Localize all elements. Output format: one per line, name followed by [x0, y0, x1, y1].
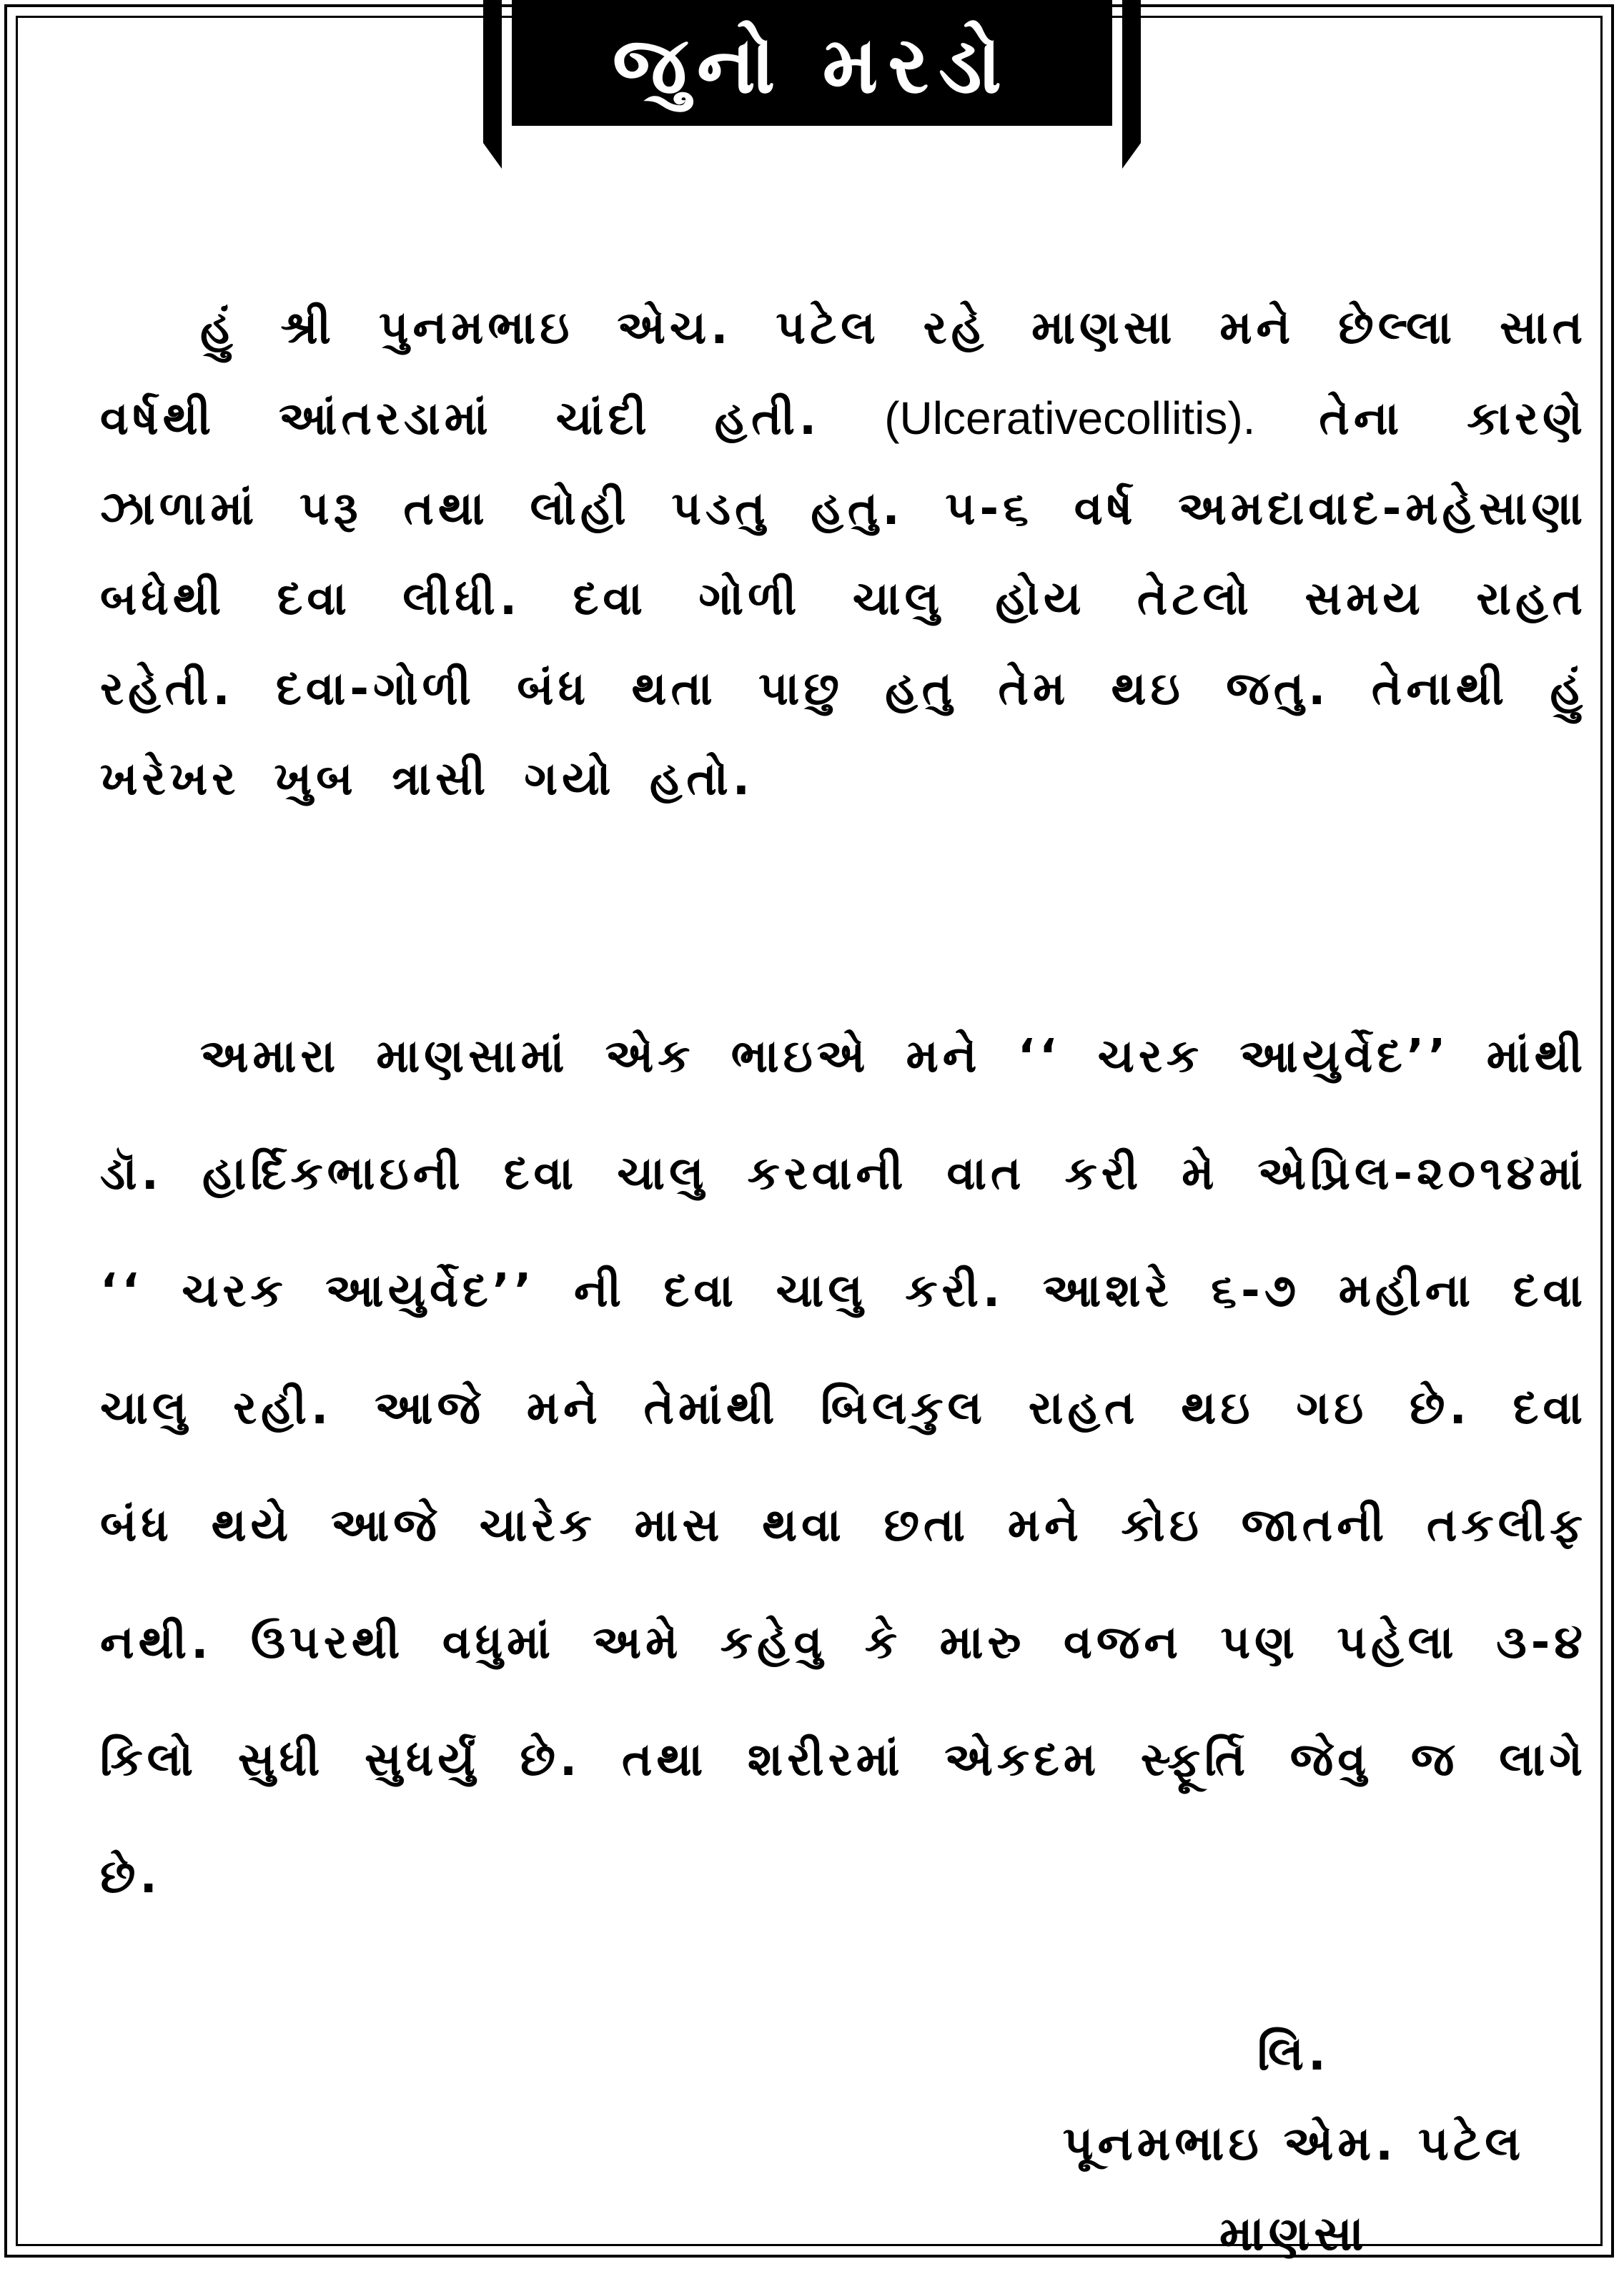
signature-place: માણસા: [1219, 2206, 1368, 2261]
page-title: જુનો મરડો: [612, 19, 1012, 111]
testimonial-paragraph-1: [100, 283, 1587, 824]
signature-salutation: લિ.: [1257, 2026, 1330, 2081]
paragraph-1-latin-term: (Ulcerativecollitis).: [884, 392, 1256, 444]
testimonial-paragraph-2: [100, 998, 1587, 1936]
paragraph-1-rest: તેના કારણે ઝાળામાં પરૂ તથા લોહી પડતુ હતુ. ૫-૬ વર્ષ અમદાવાદ-મહેસાણા બધેથી દવા લીધી. દવા ગોળી ચાલુ હોય તેટલો સમય રાહત રહેતી. દવા-ગોળી બંધ થતા પાછુ હતુ તેમ થઇ જતુ. તેનાથી હું ખરેખર ખુબ ત્રાસી ગયો હતો.: [100, 392, 1587, 806]
title-banner: [483, 0, 1141, 169]
paragraph-2-text: અમારા માણસામાં એક ભાઇએ મને ‘‘ ચરક આયુર્વેદ’’ માંથી ડૉ. હાર્દિકભાઇની દવા ચાલુ કરવાની વાત કરી મે એપ્રિલ-૨૦૧૪માં ‘‘ ચરક આયુર્વેદ’’ ની દવા ચાલુ કરી. આશરે ૬-૭ મહીના દવા ચાલુ રહી. આજે મને તેમાંથી બિલકુલ રાહત થઇ ગઇ છે. દવા બંધ થયે આજે ચારેક માસ થવા છતા મને કોઇ જાતની તકલીફ નથી. ઉપરથી વધુમાં અમે કહેવુ કે મારુ વજન પણ પહેલા ૩-૪ કિલો સુધી સુધર્યું છે. તથા શરીરમાં એકદમ સ્ફૂર્તિ જેવુ જ લાગે છે.: [100, 1030, 1587, 1904]
paragraph-1-lead: હું શ્રી પુનમભાઇ એચ. પટેલ રહે માણસા મને છેલ્લા સાત વર્ષથી આંતરડામાં ચાંદી હતી.: [100, 302, 1587, 445]
signature-name: પૂનમભાઇ એમ. પટેલ: [1062, 2116, 1525, 2171]
signature-block: [1001, 2009, 1587, 2279]
